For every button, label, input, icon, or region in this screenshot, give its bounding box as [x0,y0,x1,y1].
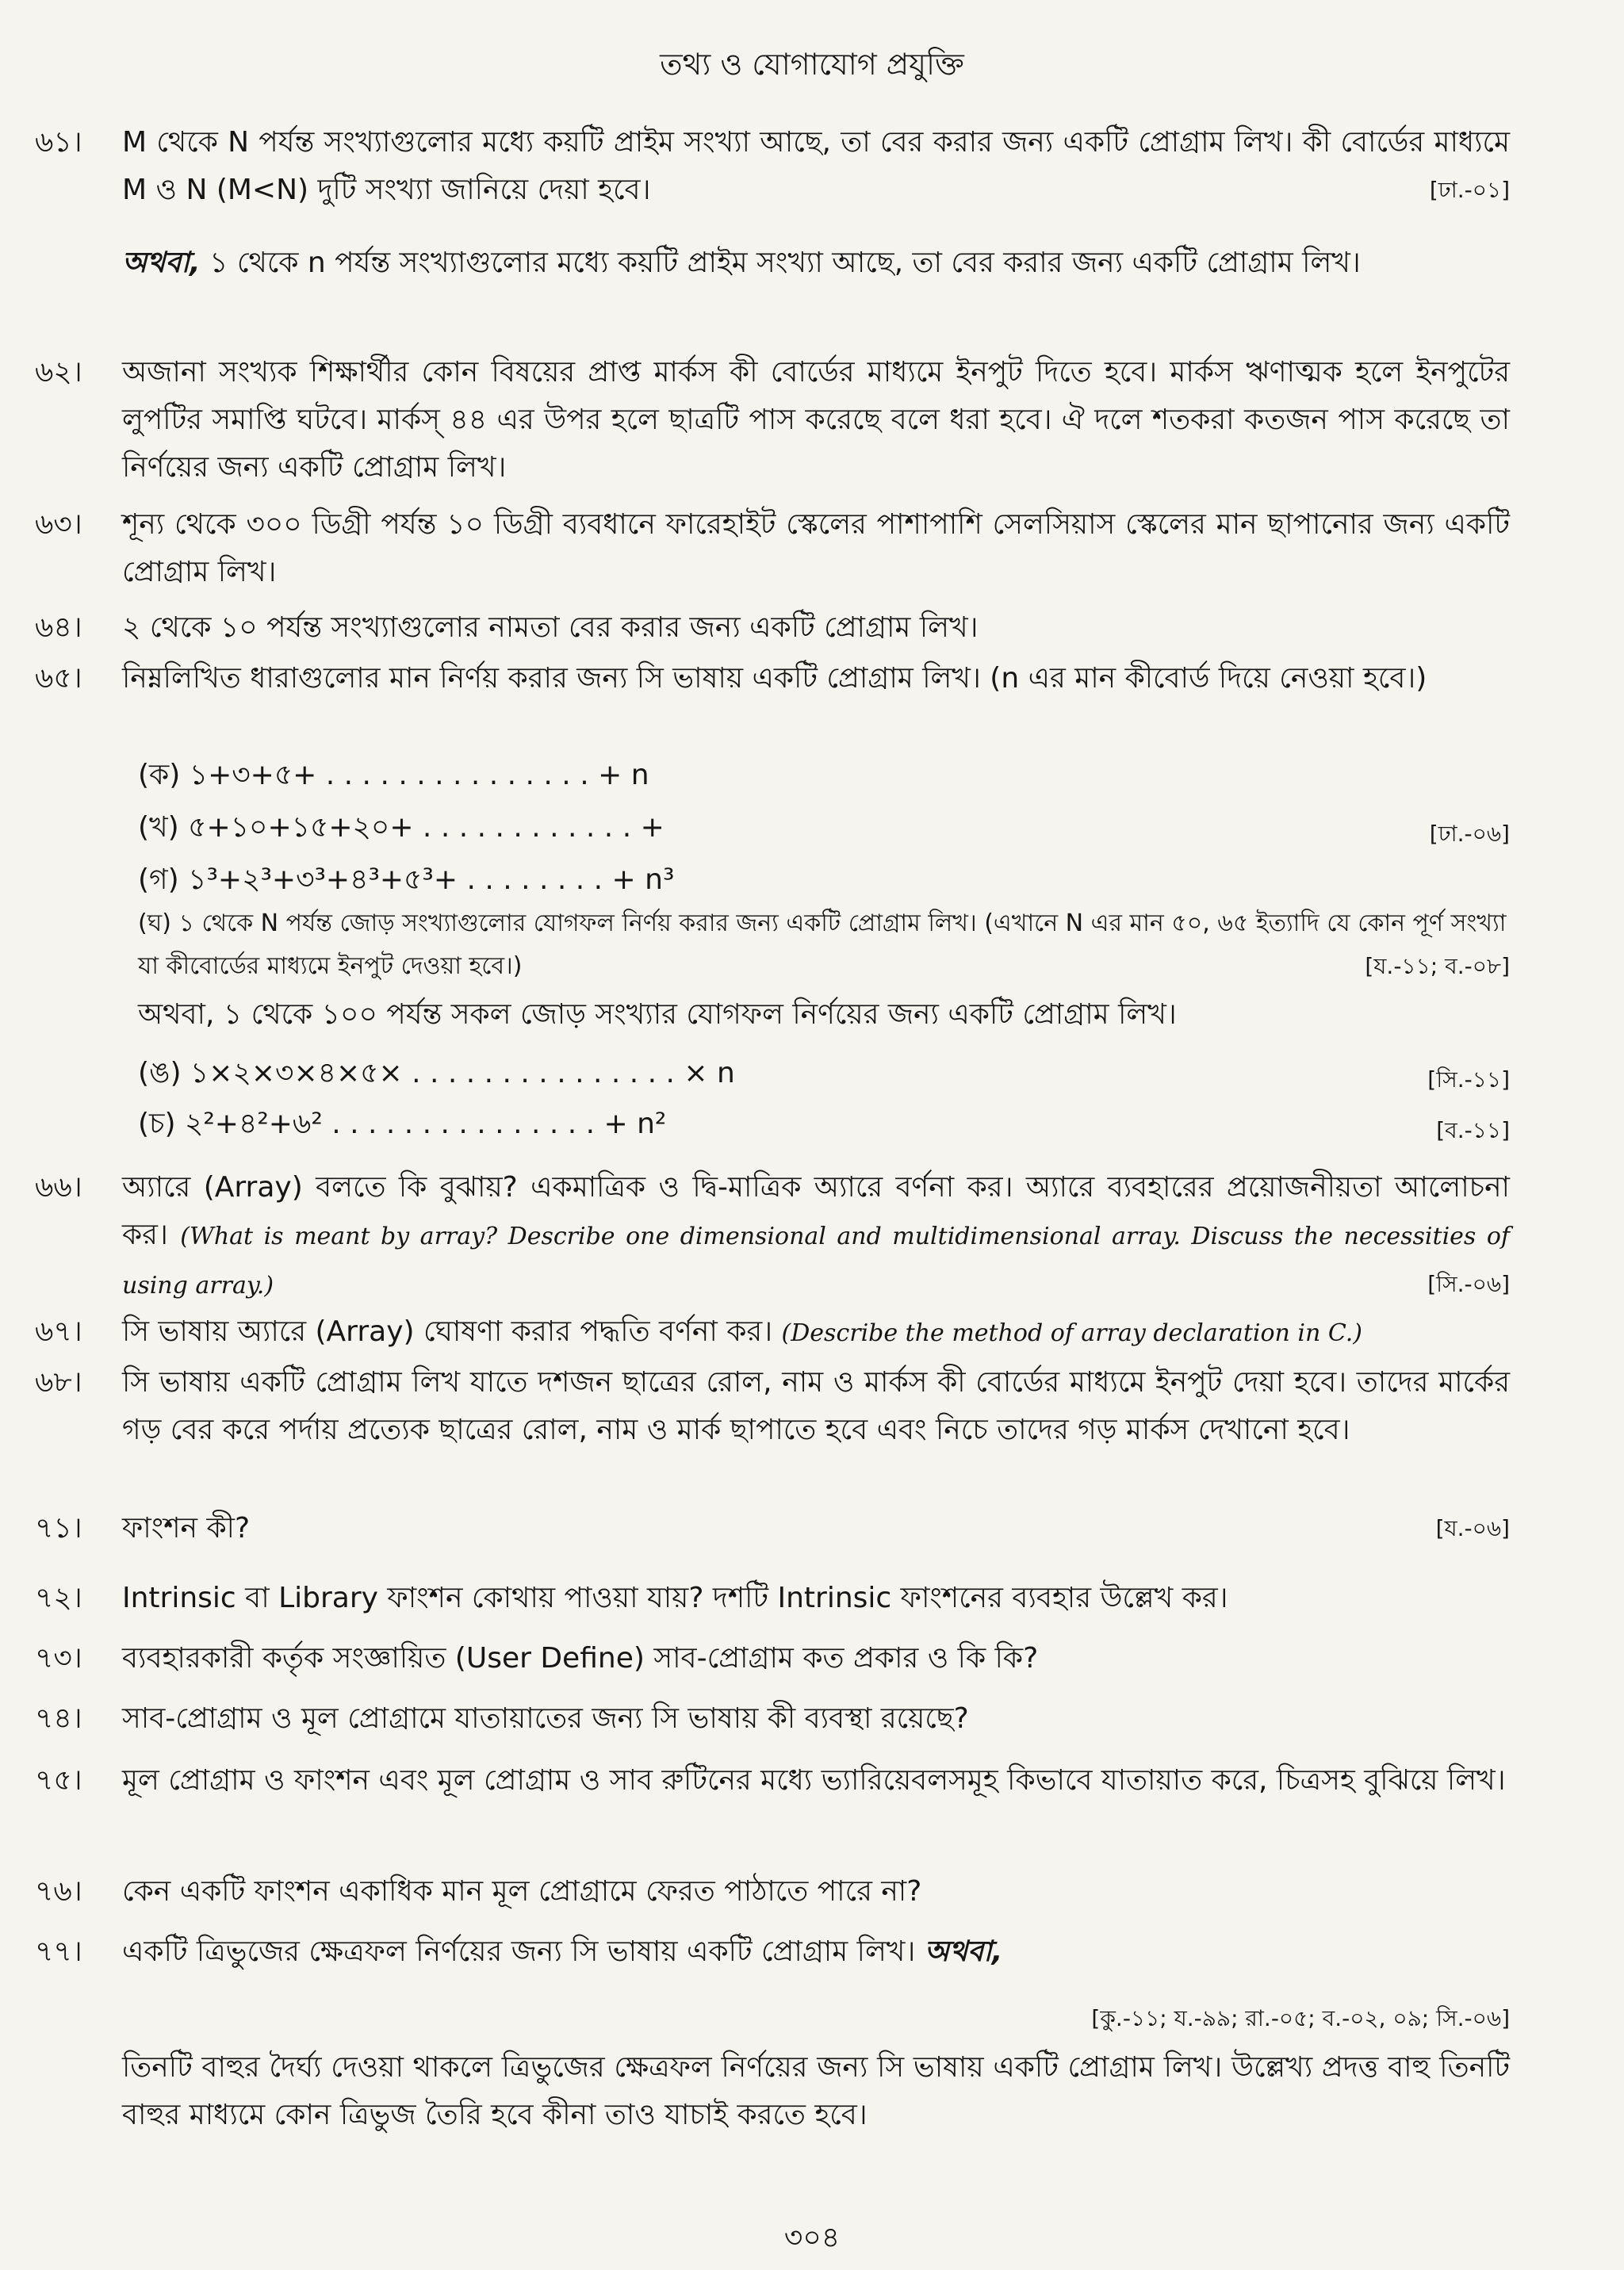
board-reference: [য.-০৬] [1435,1515,1510,1541]
question-72 [35,1575,1510,1622]
alternative-lead: অথবা, [122,247,201,279]
series-gha-text: (ঘ) ১ থেকে N পর্যন্ত জোড় সংখ্যাগুলোর যোগফল নির্ণয় করার জন্য একটি প্রোগ্রাম লিখ। (এখানে N এর মান ৫০, ৬৫ ইত্যাদি যে কোন পূর্ণ সংখ্যা যা কীবোর্ডের মাধ্যমে ইনপুট দেওয়া হবে।) [138,909,1507,980]
series-uma: (ঙ) ১×২×৩×৪×৫× . . . . . . . . . . . . . . . × n [138,1057,735,1089]
board-reference: [সি.-১১] [1427,1066,1510,1093]
question-64 [35,604,1510,652]
question-61 [35,119,1510,214]
question-75 [35,1757,1510,1805]
question-number: ৬৮। [35,1366,82,1399]
question-body: শূন্য থেকে ৩০০ ডিগ্রী পর্যন্ত ১০ ডিগ্রী ব্যবধানে ফারেহাইট স্কেলের পাশাপাশি সেলসিয়াস স্কেলের মান ছাপানোর জন্য একটি প্রোগ্রাম লিখ। [122,508,1510,588]
question-number: ৬৪। [35,611,82,644]
board-reference: [সি.-০৬] [1427,1271,1510,1297]
question-number: ৬৭। [35,1315,82,1348]
question-67 [35,1308,1510,1357]
board-reference: [কু.-১১; য.-৯৯; রা.-০৫; ব.-০২, ০৯; সি.-০৬] [1091,2005,1510,2031]
question-62 [35,349,1510,492]
question-number: ৭১। [35,1512,82,1545]
question-number: ৭৭। [35,1935,82,1968]
series-kha: (খ) ৫+১০+১৫+২০+ . . . . . . . . . . . . + [138,811,665,844]
question-63 [35,501,1510,596]
board-reference: [ব.-১১] [1436,1117,1510,1143]
board-reference: [ঢা.-০১] [1429,177,1510,203]
question-number: ৭৬। [35,1875,82,1908]
board-reference: [ঢা.-০৬] [1429,821,1510,847]
question-body: সি ভাষায় একটি প্রোগ্রাম লিখ যাতে দশজন ছাত্রের রোল, নাম ও মার্কস কী বোর্ডের মাধ্যমে ইনপুট দেয়া হবে। তাদের মার্কের গড় বের করে পর্দায় প্রত্যেক ছাত্রের রোল, নাম ও মার্ক ছাপাতে হবে এবং নিচে তাদের গড় মার্কস দেখানো হবে। [122,1366,1510,1446]
question-number: ৭৫। [35,1764,82,1797]
alternative-77: তিনটি বাহুর দৈর্ঘ্য দেওয়া থাকলে ত্রিভুজের ক্ষেত্রফল নির্ণয়ের জন্য সি ভাষায় একটি প্রোগ্রাম লিখ। উল্লেখ্য প্রদত্ত বাহু তিনটি বাহুর মাধ্যমে কোন ত্রিভুজ তৈরি হবে কীনা তাও যাচাই করতে হবে। [122,2051,1510,2131]
question-body: সাব-প্রোগ্রাম ও মূল প্রোগ্রামে যাতায়াতের জন্য সি ভাষায় কী ব্যবস্থা রয়েছে? [122,1702,969,1735]
english-translation: (What is meant by array? Describe one dimensional and multidimensional array. Discuss the necessities of using array.) [122,1223,1510,1300]
series-ga: (গ) ১³+২³+৩³+৪³+৫³+ . . . . . . . . + n³ [138,863,675,896]
question-body: ব্যবহারকারী কর্তৃক সংজ্ঞায়িত (User Define) সাব-প্রোগ্রাম কত প্রকার ও কি কি? [122,1642,1039,1675]
page-number: ৩০৪ [783,2222,841,2254]
question-number: ৬২। [35,356,82,389]
question-number: ৭৩। [35,1642,82,1675]
page-title: তথ্য ও যোগাযোগ প্রযুক্তি [660,47,964,82]
question-text [122,119,1510,214]
question-number: ৬৩। [35,508,82,541]
question-body: M থেকে N পর্যন্ত সংখ্যাগুলোর মধ্যে কয়টি প্রাইম সংখ্যা আছে, তা বের করার জন্য একটি প্রোগ্রাম লিখ। কী বোর্ডের মাধ্যমে M ও N (M<N) দুটি সংখ্যা জানিয়ে দেয়া হবে। [122,126,1510,206]
question-68 [35,1359,1510,1454]
question-number: ৬১। [35,126,82,159]
question-body: ফাংশন কী? [122,1512,251,1545]
question-body: অ্যারে (Array) বলতে কি বুঝায়? একমাত্রিক ও দ্বি-মাত্রিক অ্যারে বর্ণনা কর। অ্যারে ব্যবহারের প্রয়োজনীয়তা আলোচনা কর। [122,1171,1510,1251]
board-reference: [য.-১১; ব.-০৮] [1365,953,1510,979]
question-number: ৭২। [35,1582,82,1614]
series-gha [138,902,1510,988]
question-body: মূল প্রোগ্রাম ও ফাংশন এবং মূল প্রোগ্রাম ও সাব রুটিনের মধ্যে ভ্যারিয়েবলসমূহ কিভাবে যাতায়াত করে, চিত্রসহ বুঝিয়ে লিখ। [122,1764,1506,1797]
question-65 [35,655,1510,702]
question-text [122,1308,1510,1357]
question-74 [35,1695,1510,1743]
question-body: নিম্নলিখিত ধারাগুলোর মান নির্ণয় করার জন্য সি ভাষায় একটি প্রোগ্রাম লিখ। (n এর মান কীবোর্ড দিয়ে নেওয়া হবে।) [122,662,1427,695]
english-translation: (Describe the method of array declaration in C.) [781,1319,1362,1347]
question-body: Intrinsic বা Library ফাংশন কোথায় পাওয়া যায়? দশটি Intrinsic ফাংশনের ব্যবহার উল্লেখ কর। [122,1582,1228,1614]
question-body: কেন একটি ফাংশন একাধিক মান মূল প্রোগ্রামে ফেরত পাঠাতে পারে না? [122,1875,922,1908]
alternative-text: ১ থেকে n পর্যন্ত সংখ্যাগুলোর মধ্যে কয়টি প্রাইম সংখ্যা আছে, তা বের করার জন্য একটি প্রোগ্রাম লিখ। [209,247,1361,279]
question-body: ২ থেকে ১০ পর্যন্ত সংখ্যাগুলোর নামতা বের করার জন্য একটি প্রোগ্রাম লিখ। [122,611,979,644]
question-text [122,1164,1510,1310]
question-text [122,1928,1510,1976]
question-71 [35,1505,1510,1552]
alternative-lead: অথবা, [924,1935,1003,1968]
series-ka: (ক) ১+৩+৫+ . . . . . . . . . . . . . . . + n [138,759,649,791]
question-76 [35,1868,1510,1916]
question-73 [35,1635,1510,1682]
alternative-61 [122,239,1510,287]
question-number: ৬৫। [35,662,82,695]
question-body: অজানা সংখ্যক শিক্ষার্থীর কোন বিষয়ের প্রাপ্ত মার্কস কী বোর্ডের মাধ্যমে ইনপুট দিতে হবে। মার্কস ঋণাত্মক হলে ইনপুটের লুপটির সমাপ্তি ঘটবে। মার্কস্ ৪৪ এর উপর হলে ছাত্রটি পাস করেছে বলে ধরা হবে। ঐ দলে শতকরা কতজন পাস করেছে তা নির্ণয়ের জন্য একটি প্রোগ্রাম লিখ। [122,356,1510,484]
question-number: ৭৪। [35,1702,82,1735]
series-cha: (চ) ২²+৪²+৬² . . . . . . . . . . . . . . . + n² [138,1108,667,1140]
question-body: একটি ত্রিভুজের ক্ষেত্রফল নির্ণয়ের জন্য সি ভাষায় একটি প্রোগ্রাম লিখ। [122,1935,916,1968]
question-66 [35,1164,1510,1310]
question-text [122,1505,1510,1552]
question-body: সি ভাষায় অ্যারে (Array) ঘোষণা করার পদ্ধতি বর্ণনা কর। [122,1315,773,1348]
question-number: ৬৬। [35,1171,82,1204]
series-gha-alternative: অথবা, ১ থেকে ১০০ পর্যন্ত সকল জোড় সংখ্যার যোগফল নির্ণয়ের জন্য একটি প্রোগ্রাম লিখ। [138,998,1177,1031]
question-77 [35,1928,1510,1976]
